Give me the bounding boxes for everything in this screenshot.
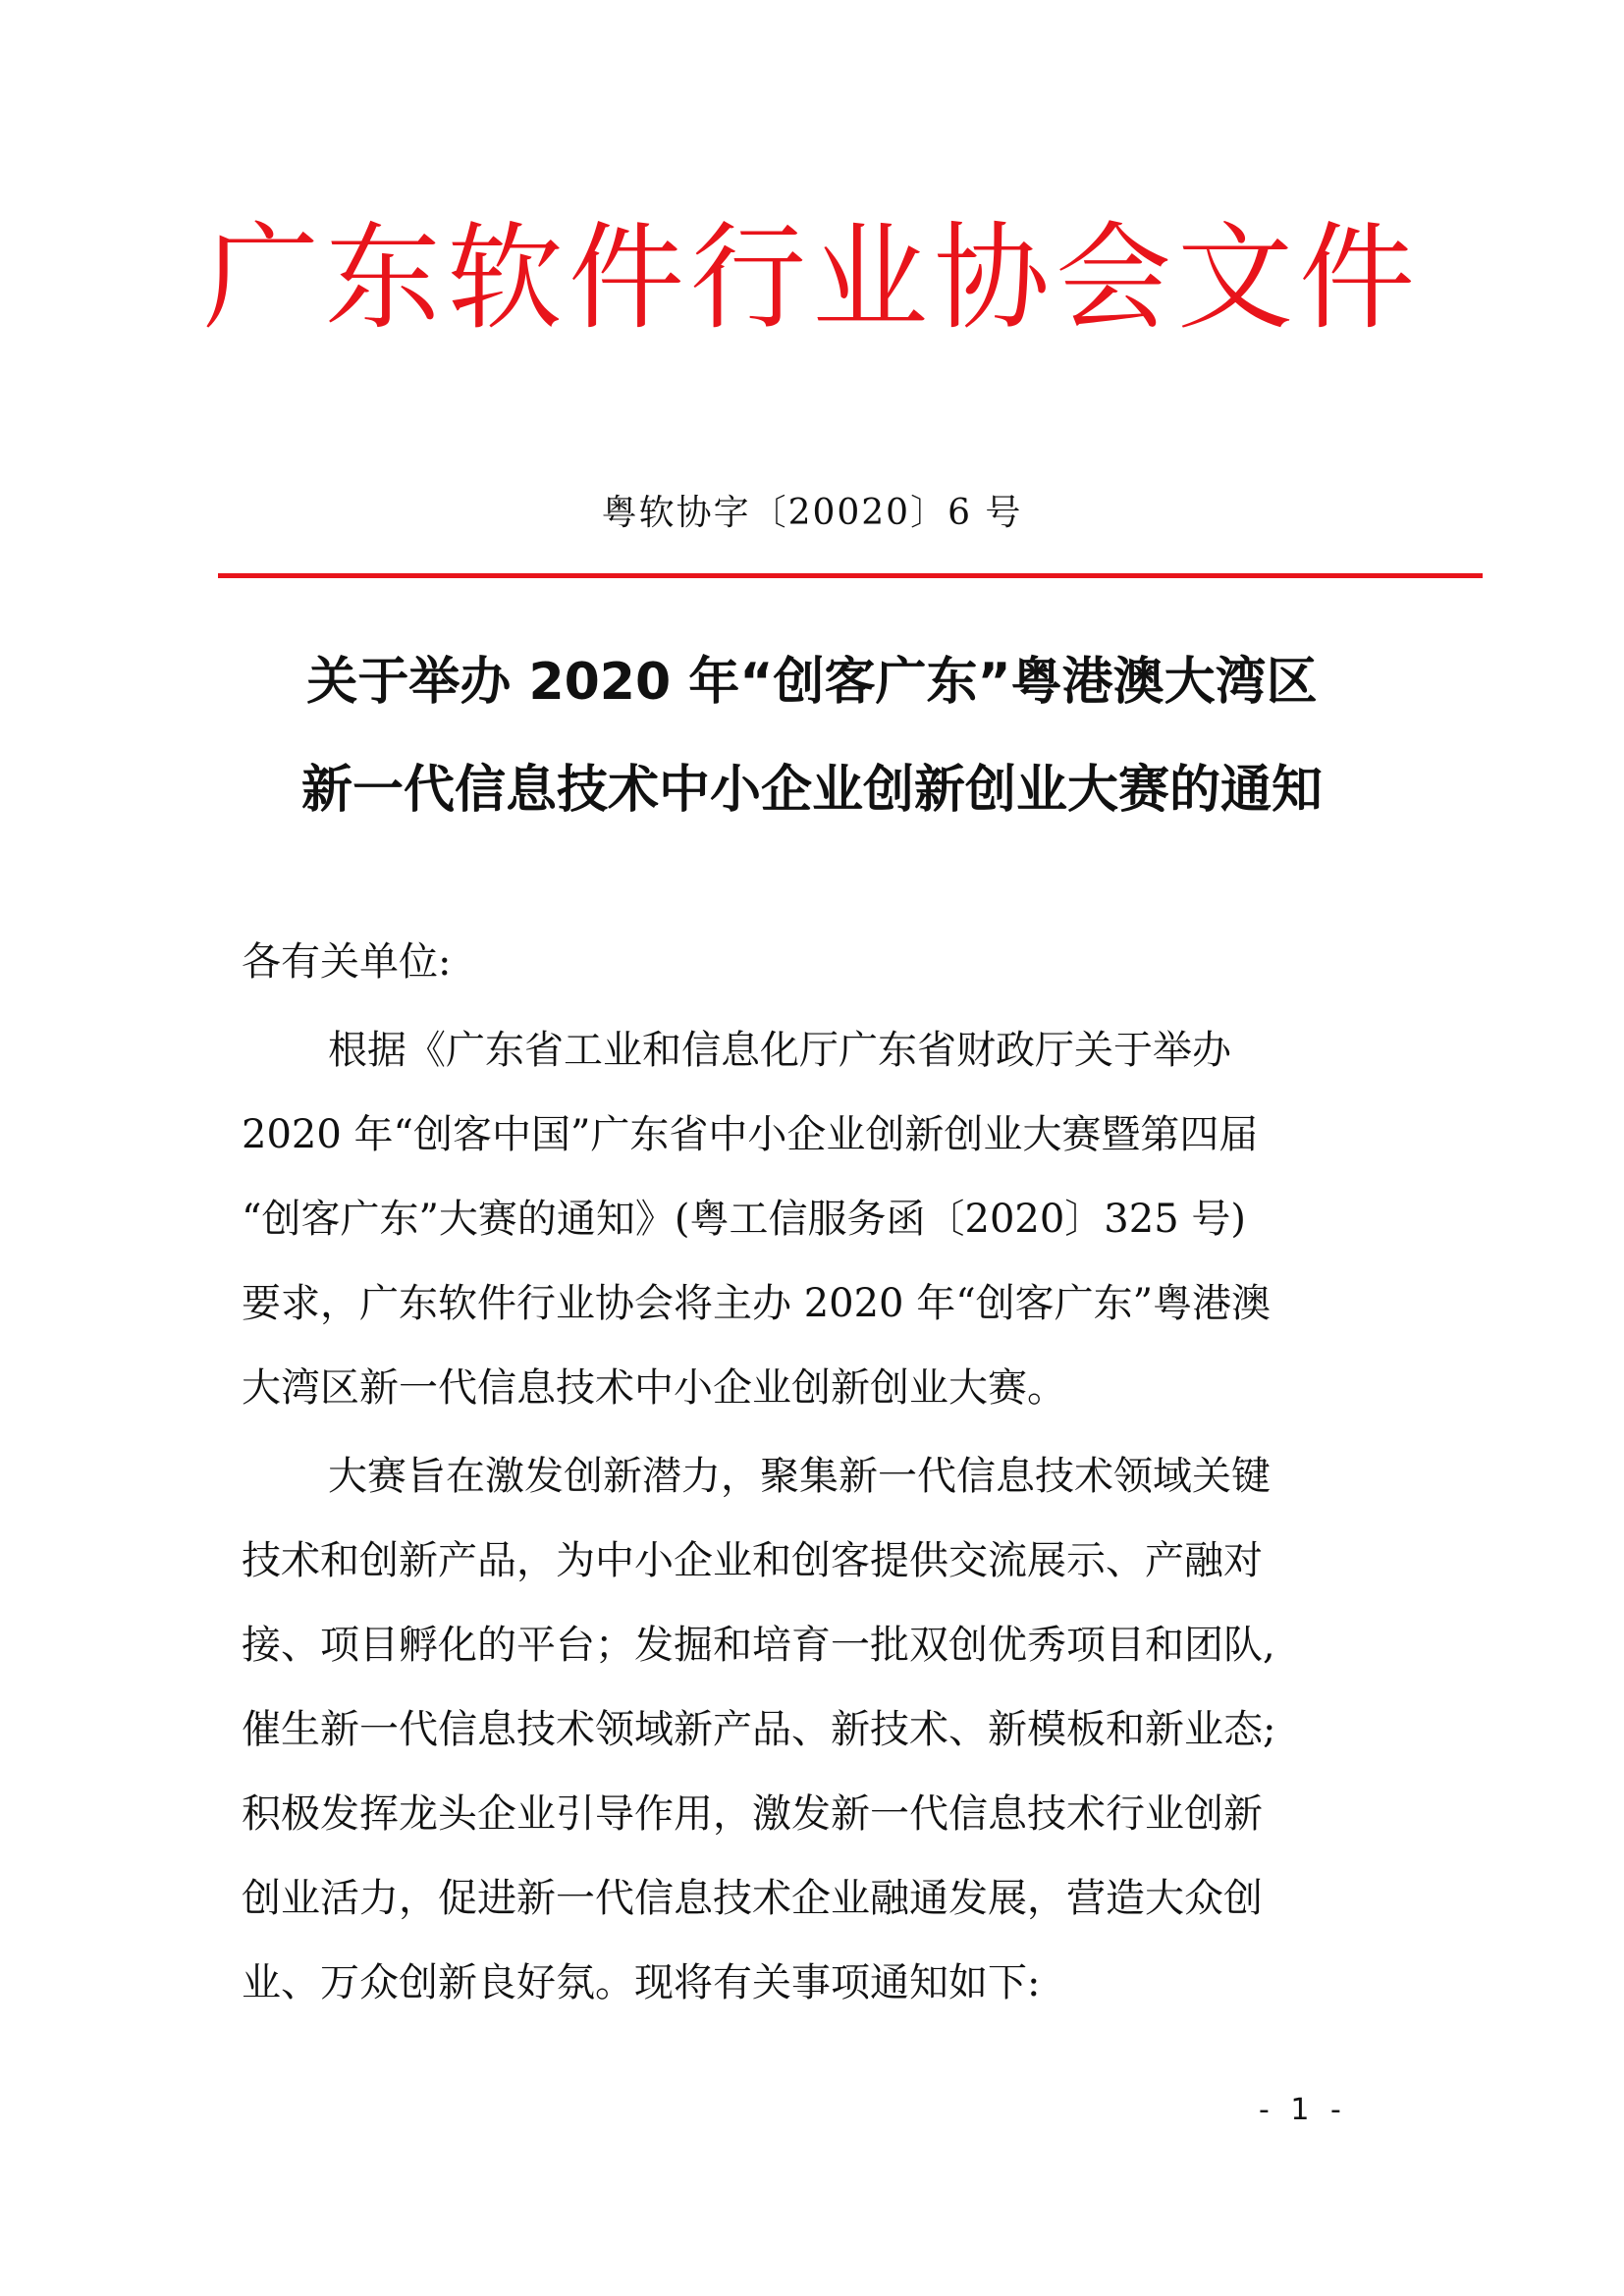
body-line: 技术和创新产品，为中小企业和创客提供交流展示、产融对 <box>242 1538 1263 1583</box>
page-number: - 1 - <box>1259 2093 1347 2127</box>
body-line: “创客广东”大赛的通知》(粤工信服务函〔2020〕325 号) <box>242 1197 1246 1242</box>
body-line: 催生新一代信息技术领域新产品、新技术、新模板和新业态; <box>242 1707 1276 1752</box>
body-line: 创业活力，促进新一代信息技术企业融通发展，营造大众创 <box>242 1876 1263 1921</box>
issuer-header-title: 广东软件行业协会文件 <box>202 210 1421 346</box>
red-separator-line <box>218 573 1483 578</box>
body-line: 要求，广东软件行业协会将主办 2020 年“创客广东”粤港澳 <box>242 1281 1272 1326</box>
notice-title-line-2: 新一代信息技术中小企业创新创业大赛的通知 <box>300 761 1323 820</box>
body-line: 积极发挥龙头企业引导作用，激发新一代信息技术行业创新 <box>242 1791 1263 1837</box>
body-line: 2020 年“创客中国”广东省中小企业创新创业大赛暨第四届 <box>242 1112 1259 1157</box>
body-line: 业、万众创新良好氛。现将有关事项通知如下: <box>242 1960 1041 2005</box>
notice-title-line-1: 关于举办 2020 年“创客广东”粤港澳大湾区 <box>306 653 1318 712</box>
salutation: 各有关单位: <box>242 939 452 985</box>
body-line: 大湾区新一代信息技术中小企业创新创业大赛。 <box>242 1365 1066 1411</box>
body-line: 接、项目孵化的平台；发掘和培育一批双创优秀项目和团队, <box>242 1623 1275 1668</box>
document-number: 粤软协字〔20020〕6 号 <box>601 493 1023 533</box>
body-line: 根据《广东省工业和信息化厅广东省财政厅关于举办 <box>328 1028 1231 1073</box>
body-line: 大赛旨在激发创新潜力，聚集新一代信息技术领域关键 <box>328 1454 1271 1499</box>
